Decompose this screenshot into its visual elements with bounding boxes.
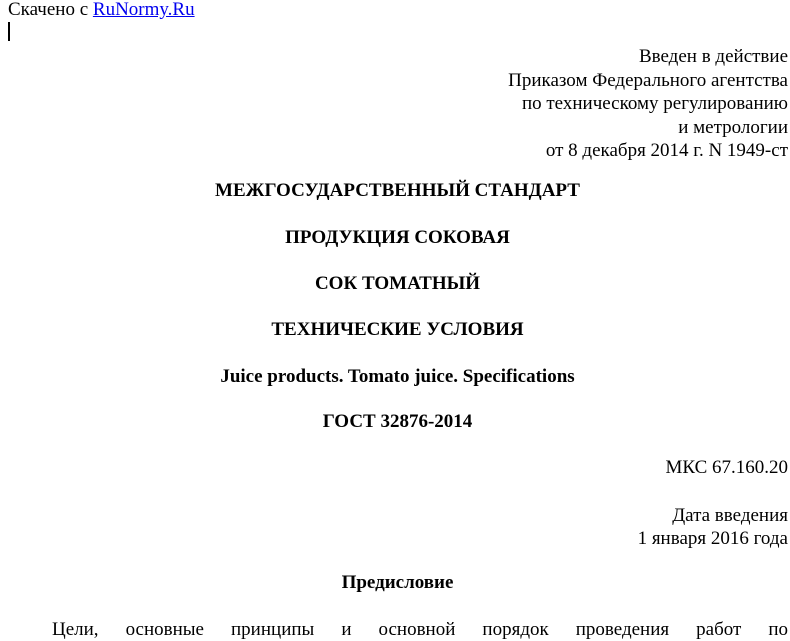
word: принципы — [231, 619, 315, 640]
approval-line: по техническому регулированию — [521, 93, 788, 115]
mks-code: МКС 67.160.20 — [665, 457, 788, 478]
source-prefix: Скачено с — [8, 0, 89, 20]
approval-line: Приказом Федерального агентства — [508, 69, 788, 91]
source-line — [8, 0, 195, 20]
intro-date-value: 1 января 2016 года — [637, 528, 788, 549]
word: основной — [378, 619, 456, 640]
approval-block — [508, 45, 788, 163]
approval-line: от 8 декабря 2014 г. N 1949-ст — [545, 140, 788, 162]
word: основные — [125, 619, 204, 640]
approval-line: и метрологии — [678, 116, 788, 138]
source-link[interactable]: RuNormy.Ru — [92, 0, 195, 20]
doc-kind-heading: ТЕХНИЧЕСКИЕ УСЛОВИЯ — [271, 319, 524, 340]
word: по — [768, 619, 788, 640]
intro-date-label: Дата введения — [672, 505, 788, 526]
gost-number: ГОСТ 32876-2014 — [322, 411, 473, 432]
word: проведения — [575, 619, 670, 640]
product-heading: СОК ТОМАТНЫЙ — [314, 273, 481, 294]
english-title: Juice products. Tomato juice. Specifications — [220, 366, 575, 387]
standard-type-heading: МЕЖГОСУДАРСТВЕННЫЙ СТАНДАРТ — [215, 180, 580, 201]
approval-line: Введен в действие — [638, 46, 788, 67]
preface-heading: Предисловие — [341, 572, 454, 593]
word: работ — [696, 619, 742, 640]
preface-paragraph-line — [52, 619, 788, 641]
text-cursor — [8, 22, 10, 41]
word: и — [341, 619, 352, 640]
intro-date-block — [638, 504, 788, 550]
word: Цели, — [52, 619, 99, 640]
product-group-heading: ПРОДУКЦИЯ СОКОВАЯ — [285, 227, 510, 248]
word: порядок — [482, 619, 549, 640]
